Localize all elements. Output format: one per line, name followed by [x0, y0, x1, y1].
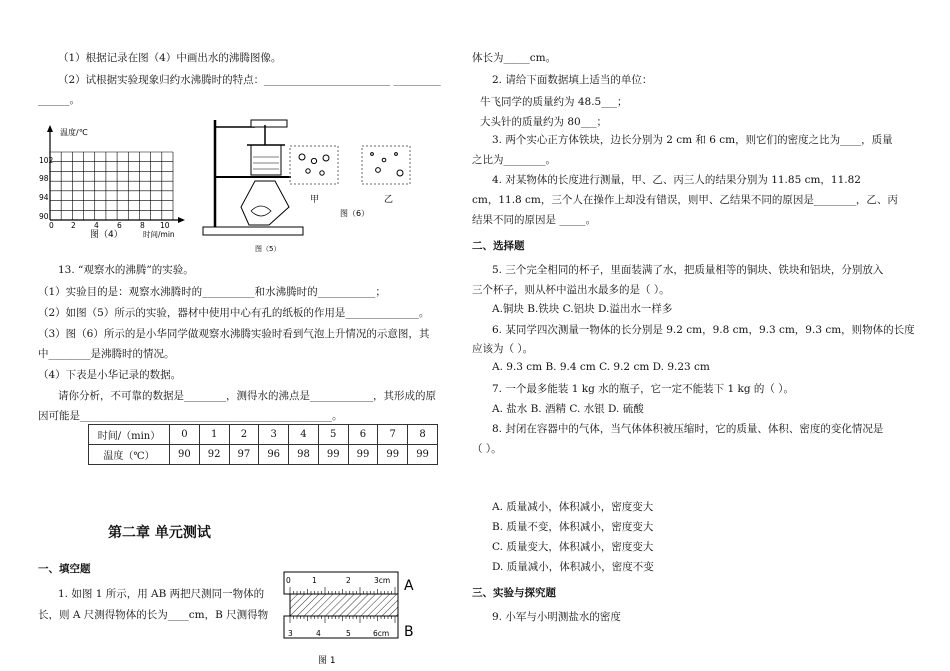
section-fill-blank: 一、填空题 [38, 563, 91, 575]
ruler-a-label: A [404, 578, 414, 594]
bubble-icon [299, 154, 305, 160]
bubble-icon [376, 168, 381, 173]
q13-part1: （1）实验目的是：观察水沸腾时的__________和水沸腾时的___________； [38, 286, 386, 298]
bubble-icon [382, 158, 386, 162]
q13-part3-line1: （3）图（6）所示的是小华同学做观察水沸腾实验时看到气泡上升情况的示意图，其 [38, 328, 430, 340]
q8-option-b: B. 质量不变，体积减小，密度变大 [492, 521, 654, 533]
temperature-table [88, 424, 438, 465]
table-cell: 2 [229, 425, 259, 445]
x-axis-arrow-icon [178, 217, 185, 223]
q13-part5-line2: 因可能是________________________________________________。 [38, 410, 343, 422]
beaker [251, 145, 281, 175]
figure-6-label-jia: 甲 [310, 195, 320, 205]
flame-icon [251, 206, 271, 216]
q12-part2-line2: ______。 [38, 94, 80, 106]
q4-line3: 结果不同的原因是 _____。 [472, 214, 597, 226]
y-axis-arrow-icon [47, 125, 53, 132]
table-cell: 8 [408, 425, 438, 445]
q5-options: A.铜块 B.铁块 C.铝块 D.溢出水一样多 [492, 303, 673, 315]
q5-line1: 5. 三个完全相同的杯子，里面装满了水，把质量相等的铜块、铁块和铝块，分别放入 [492, 264, 884, 276]
y-tick-102: 102 [39, 156, 54, 165]
table-row [89, 425, 438, 445]
q2-item2: 大头针的质量约为 80___； [480, 116, 607, 128]
section-experiment: 三、实验与探究题 [472, 587, 556, 599]
y-tick-98: 98 [39, 174, 49, 183]
table-cell: 1 [199, 425, 229, 445]
bubble-icon [311, 158, 316, 163]
q8-line2: （ ）。 [472, 443, 502, 455]
q6-options: A. 9.3 cm B. 9.4 cm C. 9.2 cm D. 9.23 cm [492, 361, 710, 373]
y-tick-94: 94 [39, 193, 49, 202]
ruler-b-tick-5: 5 [346, 629, 351, 638]
ruler-a-tick-0: 0 [286, 576, 291, 585]
q8-option-c: C. 质量变大，体积减小，密度变大 [492, 541, 654, 553]
ruler-a-tick-2: 2 [346, 576, 351, 585]
q7-line: 7. 一个最多能装 1 kg 水的瓶子，它一定不能装下 1 kg 的（ ）。 [492, 383, 794, 395]
table-cell: 96 [259, 445, 289, 465]
q4-line2: cm，11.8 cm，三个人在操作上却没有错误，则甲、乙结果不同的原因是________，乙、丙 [472, 194, 898, 206]
q13-title: 13. “观察水的沸腾”的实验。 [58, 264, 194, 276]
table-cell: 99 [348, 445, 378, 465]
table-cell: 5 [318, 425, 348, 445]
x-tick-6: 6 [117, 221, 122, 230]
x-tick-10: 10 [160, 221, 170, 230]
table-cell: 97 [229, 445, 259, 465]
q13-part4: （4）下表是小华记录的数据。 [38, 369, 182, 381]
beaker-jia [290, 146, 338, 184]
measured-object [290, 594, 398, 616]
table-cell: 4 [289, 425, 319, 445]
x-tick-2: 2 [71, 221, 76, 230]
q3-line2: 之比为________。 [472, 154, 556, 166]
figure-4-graph [38, 122, 188, 240]
y-axis-title: 温度/℃ [60, 128, 88, 137]
bubble-icon [397, 170, 403, 176]
table-cell: 6 [348, 425, 378, 445]
bubble-icon [371, 153, 374, 156]
q12-part1: （1）根据记录在图（4）中画出水的沸腾图像。 [58, 52, 282, 64]
q8-line1: 8. 封闭在容器中的气体，当气体体积被压缩时，它的质量、体积、密度的变化情况是 [492, 423, 884, 435]
q13-part3-line2: 中________是沸腾时的情况。 [38, 348, 175, 360]
q1-line1: 1. 如图 1 所示，用 AB 两把尺测同一物体的 [58, 588, 265, 600]
y-tick-90: 90 [39, 212, 49, 221]
q1-answer-cont: 体长为_____cm。 [472, 52, 557, 64]
figure-1-caption: 图 1 [318, 656, 336, 666]
figure-6-label-yi: 乙 [384, 195, 394, 205]
q12-part2-line1: （2）试根据实验现象归约水沸腾时的特点：________________________ _________ [58, 74, 441, 86]
section-choice: 二、选择题 [472, 240, 525, 252]
table-cell: 92 [199, 445, 229, 465]
q2-item1: 牛飞同学的质量约为 48.5___； [480, 96, 628, 108]
q2-title: 2. 请给下面数据填上适当的单位： [492, 74, 653, 86]
table-row [89, 445, 438, 465]
ruler-b-tick-4: 4 [316, 629, 321, 638]
q5-line2: 三个杯子，则从杯中溢出水最多的是（ ）。 [472, 284, 670, 296]
table-cell: 3 [259, 425, 289, 445]
ruler-b-label: B [404, 624, 414, 640]
table-cell: 0 [170, 425, 200, 445]
ruler-b-tick-6: 6cm [373, 629, 390, 638]
x-tick-4: 4 [94, 221, 99, 230]
table-cell: 99 [378, 445, 408, 465]
table-cell: 99 [408, 445, 438, 465]
chapter-title: 第二章 单元测试 [108, 525, 211, 541]
ruler-b-tick-3: 3 [288, 629, 293, 638]
beaker-yi [362, 146, 410, 184]
q7-options: A. 盐水 B. 酒精 C. 水银 D. 硫酸 [492, 403, 644, 415]
x-tick-0: 0 [49, 221, 54, 230]
q3-line1: 3. 两个实心正方体铁块，边长分别为 2 cm 和 6 cm，则它们的密度之比为____，质量 [492, 134, 893, 146]
x-tick-8: 8 [140, 221, 145, 230]
bubble-icon [306, 169, 310, 173]
table-cell: 98 [289, 445, 319, 465]
figure-6-caption: 图（6） [340, 209, 370, 218]
bubble-icon [320, 171, 324, 175]
stand-base [203, 227, 303, 235]
ruler-a-tick-1: 1 [312, 576, 317, 585]
table-cell: 90 [170, 445, 200, 465]
alcohol-lamp-flame [241, 181, 289, 225]
clamp-head [251, 120, 287, 127]
figure-1-rulers [274, 568, 422, 671]
table-cell: 7 [378, 425, 408, 445]
q1-line2: 长，则 A 尺测得物体的长为____cm，B 尺测得物 [38, 609, 269, 621]
table-cell: 温度（℃） [89, 445, 170, 465]
figure-6-bubbles [288, 140, 428, 225]
x-axis-title: 时间/min [143, 230, 175, 239]
q13-part2: （2）如图（5）所示的实验，器材中使用中心有孔的纸板的作用是______________。 [38, 307, 430, 319]
q6-line2: 应该为（ ）。 [472, 343, 534, 355]
graph-grid [50, 152, 173, 220]
q9-line: 9. 小军与小明测盐水的密度 [492, 611, 621, 623]
table-cell: 时间/（min） [89, 425, 170, 445]
q4-line1: 4. 对某物体的长度进行测量，甲、乙、丙三人的结果分别为 11.85 cm，11.82 [492, 174, 861, 186]
bubble-icon [323, 155, 329, 161]
q6-line1: 6. 某同学四次测量一物体的长分别是 9.2 cm，9.8 cm，9.3 cm，9.3 cm，则物体的长度 [492, 324, 915, 336]
ruler-a-tick-3: 3cm [374, 576, 391, 585]
bubble-icon [395, 153, 398, 156]
table-cell: 99 [318, 445, 348, 465]
figure-5-caption: 图（5） [255, 245, 281, 253]
q8-option-a: A. 质量减小，体积减小，密度变大 [492, 501, 654, 513]
figure-4-caption: 图（4） [90, 230, 123, 240]
q8-option-d: D. 质量减小，体积减小，密度不变 [492, 561, 654, 573]
q13-part5-line1: 请你分析，不可靠的数据是________，测得水的沸点是____________，其形成的原 [58, 390, 436, 402]
